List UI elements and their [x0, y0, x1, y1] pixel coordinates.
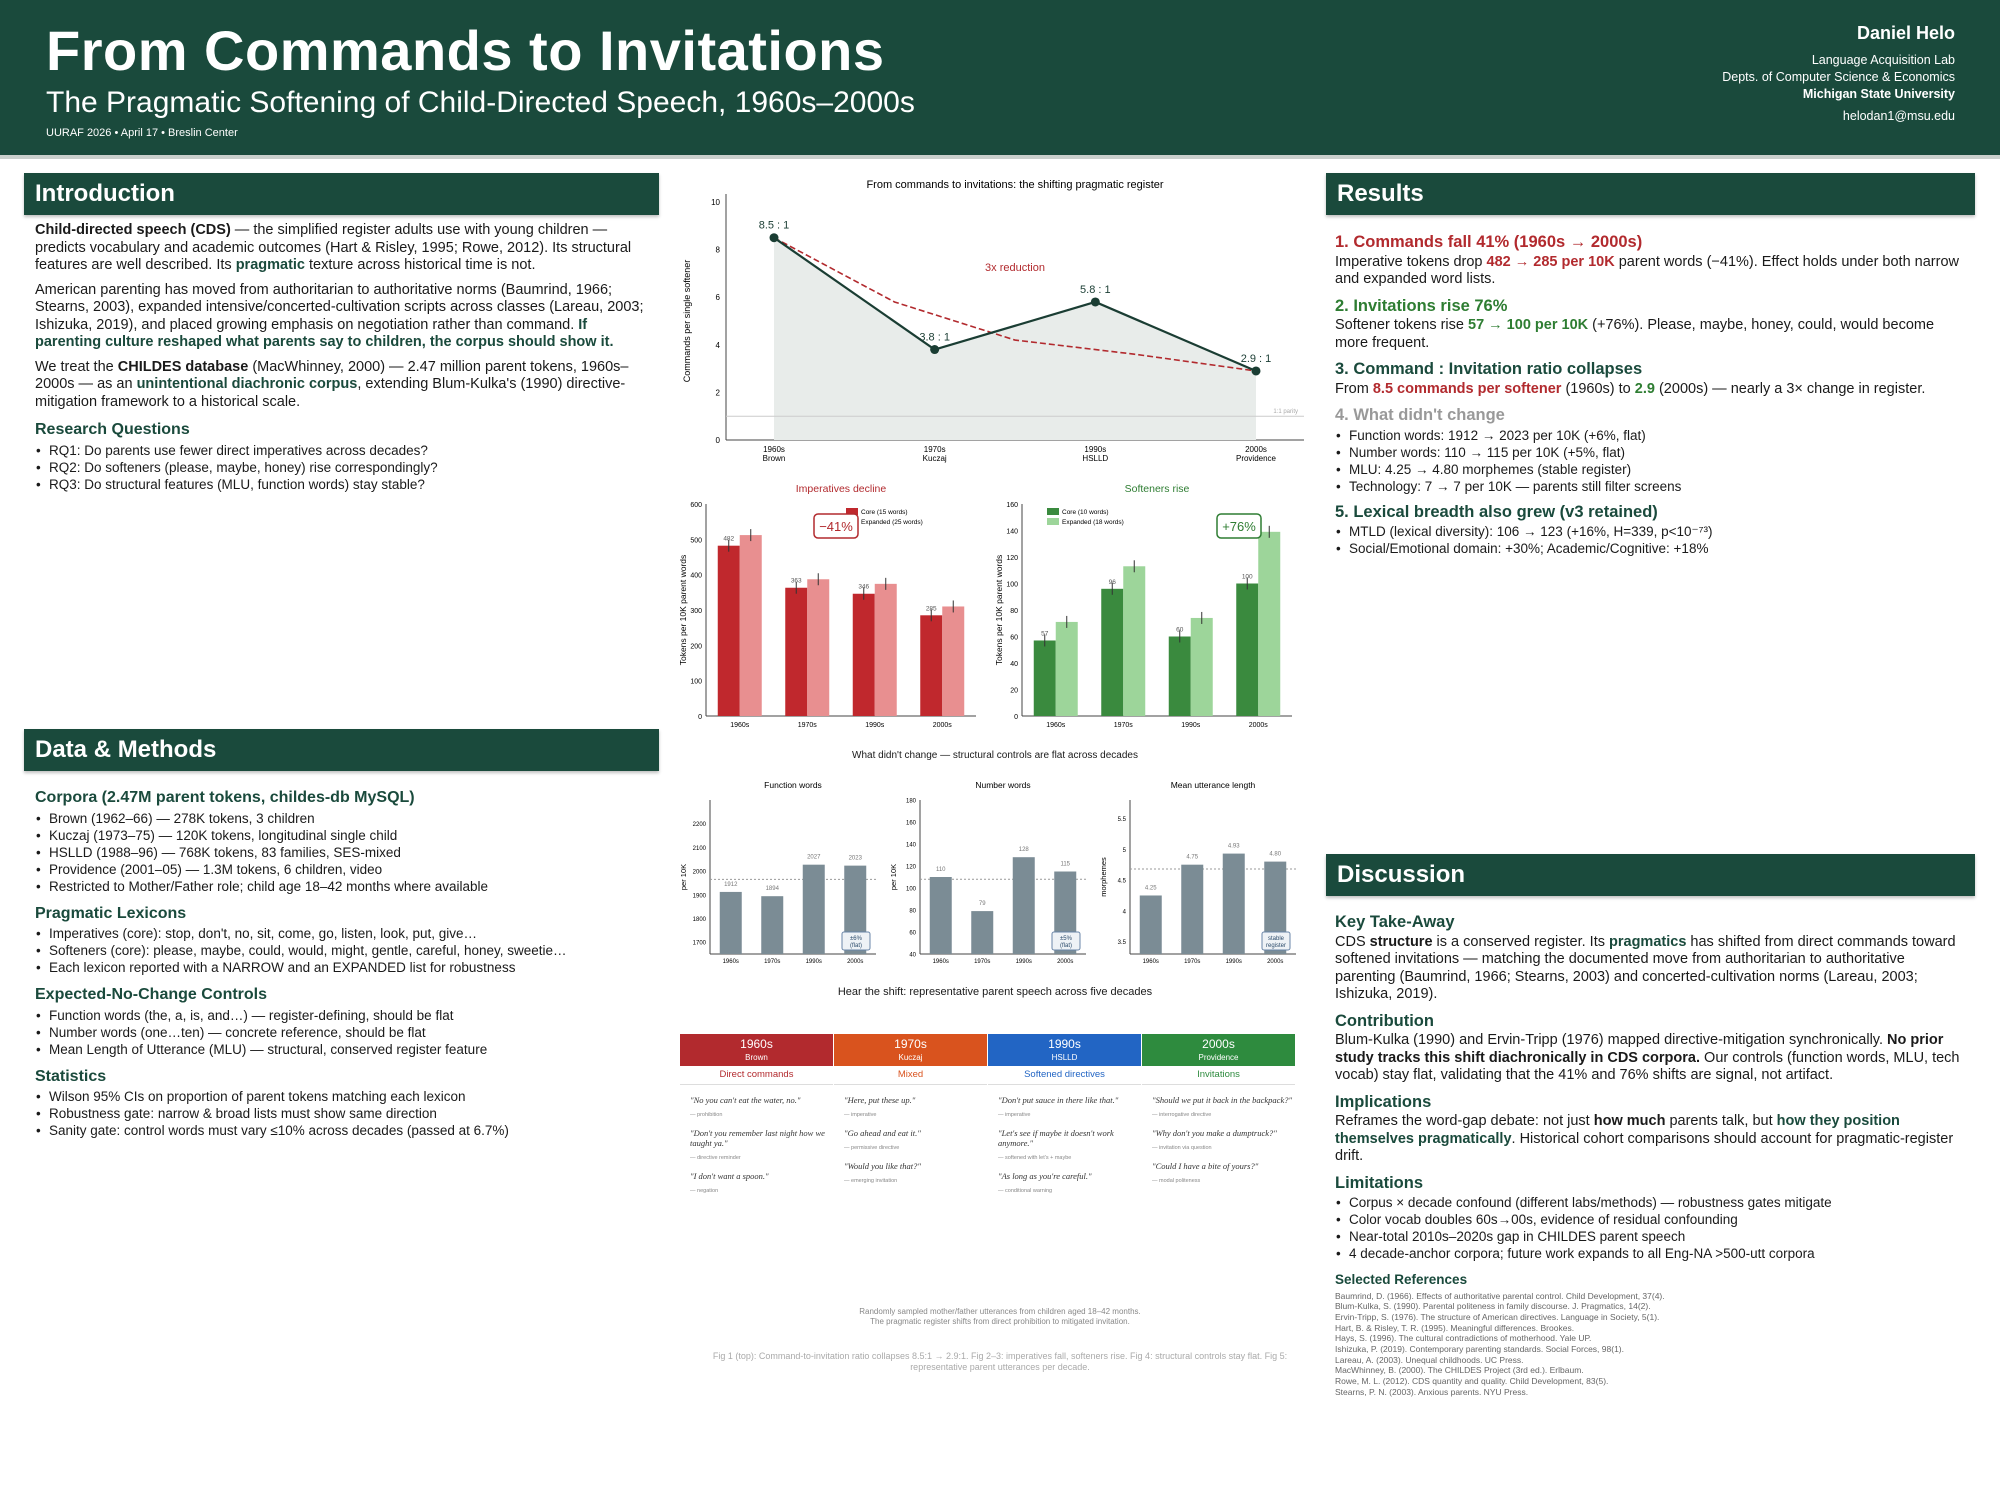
y-tick-label: 4 — [715, 340, 720, 350]
contribution-text: Blum-Kulka (1990) and Ervin-Tripp (1976) mapped directive-mitigation synchronically. No prior study tracks this shift diachronically in CDS corpora. Our controls (function words, MLU, tech vocab) stay flat, validating that the 41% and 76% shifts are signal, not artifact. — [1335, 1032, 1960, 1083]
list-item: • 4 decade-anchor corpora; future work expands to all Eng-NA >500-utt corpora — [1335, 1245, 1965, 1262]
quote-text: "Could I have a bite of yours?" — [1152, 1161, 1259, 1171]
decade-column-1990s — [988, 1034, 1141, 1194]
data-point — [770, 233, 779, 242]
x-tick-label: 2000s — [1245, 445, 1267, 454]
x-tick-sublabel: Brown — [762, 454, 786, 463]
y-tick-label: 40 — [1010, 661, 1018, 668]
lab-name: Language Acquisition Lab — [1811, 53, 1955, 67]
decade-column-1960s — [680, 1034, 833, 1194]
y-tick-label: 1900 — [692, 893, 706, 900]
methods-body — [35, 781, 650, 1139]
results-body — [1335, 225, 1965, 557]
y-tick-label: 10 — [711, 198, 720, 207]
research-questions-heading: Research Questions — [35, 421, 190, 438]
quotes-title: Hear the shift: representative parent speech across five decades — [837, 986, 1153, 998]
quote-tag: — conditional warning — [998, 1188, 1053, 1194]
quote-text: "Don't put sauce in there like that." — [998, 1095, 1119, 1105]
y-tick-label: 2000 — [692, 869, 706, 876]
x-tick-label: 1960s — [1046, 722, 1066, 729]
quote-text: "No you can't eat the water, no." — [690, 1095, 801, 1105]
bar-value-label: 482 — [723, 535, 735, 543]
bar — [803, 865, 825, 954]
lexicons-heading: Pragmatic Lexicons — [35, 904, 187, 922]
reference-item: Ishizuka, P. (2019). Contemporary parenting standards. Social Forces, 98(1). — [1335, 1344, 1624, 1355]
bar — [785, 588, 807, 716]
bar — [1056, 622, 1078, 716]
quote-text: "Go ahead and eat it." — [844, 1128, 921, 1138]
y-tick-label: 300 — [690, 608, 702, 615]
x-tick-label: 2000s — [1267, 959, 1284, 965]
x-tick-label: 1970s — [1184, 959, 1201, 965]
quote-tag: — emerging invitation — [844, 1178, 898, 1184]
quote-tag: — imperative — [844, 1112, 877, 1118]
lexical-breadth-list — [1335, 523, 1965, 557]
change-badge-label: −41% — [819, 519, 853, 534]
mlu-chart — [1096, 776, 1314, 966]
register-type: Direct commands — [680, 1069, 833, 1085]
function-words-chart — [676, 776, 888, 966]
bar-value-label: 2027 — [807, 854, 821, 861]
list-item: • Brown (1962–66) — 278K tokens, 3 children — [35, 810, 650, 827]
trend-annotation: 3x reduction — [985, 262, 1045, 275]
legend-label: Core (15 words) — [861, 509, 908, 516]
quote-text: "As long as you're careful." — [998, 1171, 1092, 1181]
bar — [761, 896, 783, 954]
legend-label: Core (10 words) — [1062, 509, 1109, 516]
y-tick-label: 5 — [1122, 847, 1126, 854]
x-tick-label: 1970s — [923, 445, 946, 454]
reference-item: Hays, S. (1996). The cultural contradictions of motherhood. Yale UP. — [1335, 1333, 1592, 1344]
bar — [740, 535, 762, 716]
y-tick-label: 120 — [905, 864, 916, 871]
y-tick-label: 40 — [909, 952, 916, 959]
y-tick-label: 2 — [715, 388, 720, 398]
list-item: • Function words: 1912 → 2023 per 10K (+6%, flat) — [1335, 427, 1965, 444]
bar — [942, 606, 964, 716]
flat-badge-label: (flat) — [1060, 943, 1072, 949]
result-heading: 2. Invitations rise 76% — [1335, 296, 1508, 315]
result-heading: 5. Lexical breadth also grew (v3 retained) — [1335, 502, 1658, 521]
figure-caption: Fig 1 (top): Command-to-invitation ratio collapses 8.5:1 → 2.9:1. Fig 2–3: imperatives fall, softeners rise. Fig 4: structural controls stay flat. Fig 5: representative parent utterances per decade. — [712, 1351, 1288, 1372]
list-item: • Softeners (core): please, maybe, could, would, might, gentle, careful, honey, sweetie… — [35, 942, 650, 959]
chart-title: From commands to invitations: the shifting pragmatic register — [866, 179, 1164, 191]
implications-text: Reframes the word-gap debate: not just how much parents talk, but how they position themselves pragmatically. Historical cohort comparisons should account for pragmatic-register drift. — [1335, 1113, 1954, 1164]
flat-badge-label: ±5% — [1060, 936, 1072, 942]
y-tick-label: 60 — [1010, 634, 1018, 642]
list-item: • Corpus × decade confound (different labs/methods) — robustness gates mitigate — [1335, 1194, 1965, 1211]
y-tick-label: 600 — [690, 502, 702, 509]
y-tick-label: 0 — [715, 436, 720, 445]
introduction-body — [35, 222, 650, 493]
y-tick-label: 160 — [1006, 502, 1018, 509]
bar — [1034, 640, 1056, 716]
bar-value-label: 128 — [1018, 847, 1029, 854]
y-axis-label: per 10K — [679, 863, 688, 891]
bar-value-label: 57 — [1041, 630, 1049, 638]
statistics-list — [35, 1088, 650, 1139]
data-label: 8.5 : 1 — [758, 219, 790, 232]
bar-value-label: 2023 — [848, 855, 862, 862]
y-tick-label: 200 — [690, 643, 702, 651]
data-point — [1252, 366, 1261, 375]
unchanged-list — [1335, 427, 1965, 495]
author-name: Daniel Helo — [1856, 23, 1955, 43]
decade-column-2000s — [1142, 1034, 1295, 1184]
register-type: Softened directives — [988, 1069, 1141, 1085]
result-text: From 8.5 commands per softener (1960s) to 2.9 (2000s) — nearly a 3× change in register. — [1335, 380, 1926, 397]
list-item: • Sanity gate: control words must vary ≤10% across decades (passed at 6.7%) — [35, 1122, 650, 1139]
reference-item: Lareau, A. (2003). Unequal childhoods. UC Press. — [1335, 1354, 1524, 1365]
references-list — [1335, 1291, 1965, 1398]
bar-value-label: 285 — [925, 605, 937, 613]
x-tick-sublabel: Kuczaj — [922, 454, 947, 463]
intro-paragraph: We treat the CHILDES database (MacWhinney, 2000) — 2.47 million parent tokens, 1960s–2000s — as an unintentional diachronic corpus, extending Blum-Kulka's (1990) directive-mitigation framework to a historical scale. — [35, 358, 629, 410]
takeaway-heading: Key Take-Away — [1335, 913, 1455, 931]
list-item: • Function words (the, a, is, and…) — register-defining, should be flat — [35, 1007, 650, 1024]
y-axis-label: morphemes — [1099, 857, 1108, 897]
bar — [807, 579, 829, 716]
bar-value-label: 79 — [978, 901, 986, 908]
data-label: 2.9 : 1 — [1240, 352, 1272, 365]
reference-item: Baumrind, D. (1966). Effects of authoritative parental control. Child Development, 37(4). — [1335, 1290, 1665, 1301]
x-tick-label: 1960s — [763, 445, 785, 454]
list-item: • MLU: 4.25 → 4.80 morphemes (stable register) — [1335, 461, 1965, 478]
corpora-heading: Corpora (2.47M parent tokens, childes-db MySQL) — [35, 789, 415, 806]
y-tick-label: 100 — [905, 886, 916, 893]
bar — [1191, 618, 1213, 716]
quote-tag: — imperative — [998, 1112, 1031, 1118]
y-tick-label: 5.5 — [1117, 816, 1126, 823]
bar — [1223, 854, 1245, 954]
bar — [971, 911, 993, 954]
bar-value-label: 4.25 — [1144, 885, 1157, 892]
x-tick-label: 1970s — [797, 722, 817, 729]
bar-value-label: 100 — [1241, 573, 1253, 581]
y-tick-label: 0 — [698, 714, 702, 721]
quote-tag: — permissive directive — [844, 1145, 900, 1151]
quote-text: "Should we put it back in the backpack?" — [1152, 1095, 1293, 1105]
bar — [1140, 895, 1162, 954]
x-tick-label: 1970s — [764, 959, 781, 965]
y-tick-label: 6 — [715, 293, 720, 303]
bar-value-label: 110 — [935, 867, 946, 873]
limitations-list — [1335, 1194, 1965, 1262]
intro-paragraph: American parenting has moved from authoritarian to authoritative norms (Baumrind, 1966; Stearns, 2003), expanded intensive/concerted-cultivation scripts across classes (Lareau, 2003; Ishizuka, 2019), and placed growing emphasis on negotiation rather than command. If parenting culture reshaped what parents say to children, the corpus should show it. — [35, 281, 644, 350]
x-tick-label: 1990s — [1225, 959, 1242, 965]
chart-title: Softeners rise — [1124, 483, 1190, 495]
bar — [1123, 566, 1145, 716]
legend-label: Expanded (25 words) — [861, 519, 923, 526]
list-item: • Social/Emotional domain: +30%; Academic/Cognitive: +18% — [1335, 540, 1965, 557]
x-tick-label: 1960s — [1142, 959, 1159, 965]
reference-item: Hart, B. & Risley, T. R. (1995). Meaningful differences. Brookes. — [1335, 1322, 1575, 1333]
quote-tag: — softened with let's + maybe — [998, 1155, 1072, 1161]
x-tick-label: 1960s — [722, 959, 739, 965]
bar — [875, 584, 897, 716]
imperatives-bar-chart — [676, 480, 982, 732]
quote-text: "Here, put these up." — [844, 1095, 916, 1105]
bar — [718, 546, 740, 716]
quote-text: "Would you like that?" — [844, 1161, 921, 1171]
legend-swatch — [1047, 508, 1059, 515]
y-tick-label: 20 — [1010, 687, 1018, 695]
decade-column-1970s — [834, 1034, 987, 1184]
y-tick-label: 160 — [905, 820, 916, 827]
quote-tag: — negation — [690, 1188, 719, 1194]
flat-badge-label: (flat) — [850, 943, 862, 949]
reference-item: Rowe, M. L. (2012). CDS quantity and quality. Child Development, 83(5). — [1335, 1376, 1609, 1387]
register-type: Mixed — [834, 1069, 987, 1085]
legend-label: Expanded (18 words) — [1062, 519, 1124, 526]
bar — [920, 615, 942, 716]
quote-tag: — interrogative directive — [1152, 1112, 1212, 1118]
y-tick-label: 3.5 — [1117, 940, 1126, 947]
section-heading-discussion: Discussion — [1326, 854, 1975, 896]
bar — [1258, 532, 1280, 716]
quote-text: "Don't you remember last night how we taught ya." — [690, 1128, 825, 1148]
research-questions-list — [35, 442, 650, 493]
discussion-body — [1335, 905, 1965, 1398]
list-item: • RQ1: Do parents use fewer direct imperatives across decades? — [35, 442, 650, 459]
result-heading: 3. Command : Invitation ratio collapses — [1335, 360, 1643, 378]
data-point — [1091, 297, 1100, 306]
flat-badge-label: register — [1265, 943, 1287, 949]
x-tick-sublabel: Providence — [1235, 454, 1277, 463]
decade-band: 1960s Brown — [680, 1034, 833, 1066]
quote-text: "Let's see if maybe it doesn't work anymore." — [998, 1128, 1114, 1148]
x-tick-label: 1960s — [932, 959, 949, 965]
list-item: • Mean Length of Utterance (MLU) — structural, conserved register feature — [35, 1041, 650, 1058]
chart-title: Imperatives decline — [795, 483, 887, 495]
y-axis-label: per 10K — [889, 863, 898, 891]
controls-list — [35, 1007, 650, 1058]
x-tick-label: 2000s — [1248, 722, 1268, 729]
y-axis-label: Tokens per 10K parent words — [678, 554, 688, 666]
y-tick-label: 120 — [1006, 555, 1018, 562]
decade-band: 2000s Providence — [1142, 1034, 1295, 1066]
event-meta: UURAF 2026 • April 17 • Breslin Center — [46, 127, 238, 139]
x-tick-label: 2000s — [847, 959, 864, 965]
legend-swatch — [1047, 518, 1059, 525]
x-tick-label: 2000s — [932, 722, 952, 729]
y-tick-label: 1700 — [692, 940, 706, 947]
list-item: • Color vocab doubles 60s→00s, evidence of residual confounding — [1335, 1211, 1965, 1228]
y-tick-label: 100 — [690, 678, 702, 686]
list-item: • Number words: 110 → 115 per 10K (+5%, flat) — [1335, 444, 1965, 461]
y-tick-label: 140 — [905, 842, 916, 849]
x-tick-label: 1990s — [1084, 445, 1107, 454]
x-tick-sublabel: HSLLD — [1082, 454, 1109, 463]
poster-subtitle: The Pragmatic Softening of Child-Directed Speech, 1960s–2000s — [46, 86, 915, 119]
list-item: • Each lexicon reported with a NARROW and an EXPANDED list for robustness — [35, 959, 650, 976]
list-item: • Near-total 2010s–2020s gap in CHILDES parent speech — [1335, 1228, 1965, 1245]
takeaway-text: CDS structure is a conserved register. Its pragmatics has shifted from direct commands toward softened invitations — matching the documented move from authoritarian to authoritative parenting (Baumrind, 1966; Stearns, 2003) and concerted-cultivation norms (Lareau, 2003; Ishizuka, 2019). — [1335, 933, 1956, 1002]
list-item: • Wilson 95% CIs on proportion of parent tokens matching each lexicon — [35, 1088, 650, 1105]
x-tick-label: 1990s — [1015, 959, 1032, 965]
poster-title: From Commands to Invitations — [46, 19, 885, 82]
y-tick-label: 4.5 — [1117, 878, 1126, 885]
bar-value-label: 1912 — [724, 881, 738, 888]
data-point — [930, 345, 939, 354]
chart-title: Mean utterance length — [1170, 780, 1256, 790]
references-heading: Selected References — [1335, 1272, 1468, 1287]
reference-item: Blum-Kulka, S. (1990). Parental politeness in family discourse. J. Pragmatics, 14(2). — [1335, 1301, 1651, 1312]
bar-value-label: 4.93 — [1227, 843, 1240, 850]
section-heading-introduction: Introduction — [24, 173, 659, 215]
university: Michigan State University — [1802, 87, 1955, 101]
bar-value-label: 115 — [1060, 861, 1071, 868]
quotes-note: Randomly sampled mother/father utterances from children aged 18–42 months. The pragmatic register shifts from direct prohibition to mitigated invitation. — [859, 1307, 1141, 1326]
ratio-line-chart — [676, 172, 1314, 468]
list-item: • MTLD (lexical diversity): 106 → 123 (+16%, H=339, p<10⁻⁷³) — [1335, 523, 1965, 540]
register-type: Invitations — [1142, 1069, 1295, 1085]
decade-band: 1990s HSLLD — [988, 1034, 1141, 1066]
list-item: • Robustness gate: narrow & broad lists must show same direction — [35, 1105, 650, 1122]
corpora-list — [35, 810, 650, 895]
lexicons-list — [35, 925, 650, 976]
x-tick-label: 1960s — [730, 722, 750, 729]
limitations-heading: Limitations — [1335, 1173, 1424, 1192]
bar — [720, 892, 742, 954]
parity-label: 1:1 parity — [1273, 409, 1298, 416]
poster-header — [0, 0, 2000, 159]
chart-title: Function words — [764, 780, 822, 790]
list-item: • HSLLD (1988–96) — 768K tokens, 83 families, SES-mixed — [35, 844, 650, 861]
result-heading: 1. Commands fall 41% (1960s → 2000s) — [1335, 233, 1643, 251]
list-item: • Imperatives (core): stop, don't, no, sit, come, go, listen, look, put, give… — [35, 925, 650, 942]
bar — [1169, 637, 1191, 717]
x-tick-label: 2000s — [1057, 959, 1074, 965]
reference-item: Stearns, P. N. (2003). Anxious parents. NYU Press. — [1335, 1386, 1529, 1397]
intro-paragraph: Child-directed speech (CDS) — the simplified register adults use with young children — predicts vocabulary and academic outcomes (Hart & Risley, 1995; Rowe, 2012). Its structural features are well described. Its pragmatic texture across historical time is not. — [35, 222, 632, 273]
section-heading-results: Results — [1326, 173, 1975, 215]
bar — [853, 594, 875, 716]
quote-tag: — invitation via question — [1152, 1145, 1212, 1151]
y-tick-label: 80 — [1010, 608, 1018, 615]
decade-band: 1970s Kuczaj — [834, 1034, 987, 1066]
x-tick-label: 1990s — [805, 959, 822, 965]
flat-badge-label: stable — [1267, 936, 1285, 942]
x-tick-label: 1970s — [1113, 722, 1133, 729]
bar-value-label: 4.75 — [1186, 854, 1199, 861]
y-tick-label: 8 — [715, 245, 720, 255]
list-item: • RQ3: Do structural features (MLU, function words) stay stable? — [35, 476, 650, 493]
bar-value-label: 4.80 — [1269, 851, 1282, 858]
bar — [1181, 865, 1203, 954]
y-tick-label: 4 — [1122, 909, 1126, 916]
bar — [930, 877, 952, 954]
section-heading-data-methods: Data & Methods — [24, 729, 659, 771]
reference-item: MacWhinney, B. (2000). The CHILDES Project (3rd ed.). Erlbaum. — [1335, 1365, 1584, 1376]
x-tick-label: 1990s — [865, 722, 885, 729]
y-tick-label: 1800 — [692, 916, 706, 923]
x-tick-label: 1970s — [974, 959, 991, 965]
x-tick-label: 1990s — [1181, 722, 1201, 729]
implications-heading: Implications — [1335, 1092, 1432, 1111]
change-badge-label: +76% — [1222, 519, 1256, 534]
bar-value-label: 1894 — [765, 886, 779, 893]
reference-item: Ervin-Tripp, S. (1976). The structure of American directives. Language in Society, 5(1). — [1335, 1311, 1660, 1322]
chart-title: Number words — [975, 780, 1031, 790]
quote-tag: — directive reminder — [690, 1155, 741, 1161]
y-tick-label: 2200 — [692, 822, 706, 829]
y-tick-label: 500 — [690, 537, 702, 545]
contribution-heading: Contribution — [1335, 1011, 1434, 1030]
y-tick-label: 0 — [1014, 714, 1018, 721]
bar-value-label: 363 — [790, 577, 802, 585]
bar — [1013, 857, 1035, 954]
y-tick-label: 80 — [909, 908, 916, 915]
list-item: • Providence (2001–05) — 1.3M tokens, 6 children, video — [35, 861, 650, 878]
result-heading: 4. What didn't change — [1335, 406, 1505, 424]
y-axis-label: Tokens per 10K parent words — [994, 554, 1004, 666]
controls-heading: Expected-No-Change Controls — [35, 986, 268, 1003]
number-words-chart — [886, 776, 1098, 966]
data-label: 5.8 : 1 — [1080, 283, 1111, 296]
list-item: • Restricted to Mother/Father role; child age 18–42 months where available — [35, 878, 650, 895]
bar — [1101, 589, 1123, 716]
y-tick-label: 140 — [1006, 528, 1018, 536]
quote-tag: — prohibition — [690, 1112, 723, 1118]
flat-badge-label: ±6% — [850, 936, 862, 942]
result-text: Softener tokens rise 57 → 100 per 10K (+76%). Please, maybe, honey, could, would become more frequent. — [1335, 317, 1935, 351]
bar-value-label: 60 — [1176, 626, 1184, 634]
list-item: • Kuczaj (1973–75) — 120K tokens, longitudinal single child — [35, 827, 650, 844]
controls-group-title: What didn't change — structural controls are flat across decades — [852, 750, 1138, 761]
softeners-bar-chart — [992, 480, 1298, 732]
list-item: • Number words (one…ten) — concrete reference, should be flat — [35, 1024, 650, 1041]
bar — [1236, 584, 1258, 717]
quote-text: "I don't want a spoon." — [690, 1171, 769, 1181]
y-axis-label: Commands per single softener — [682, 259, 692, 383]
y-tick-label: 100 — [1006, 581, 1018, 589]
y-tick-label: 60 — [909, 930, 916, 937]
list-item: • Technology: 7 → 7 per 10K — parents still filter screens — [1335, 478, 1965, 495]
quote-text: "Why don't you make a dumptruck?" — [1152, 1128, 1277, 1138]
department: Depts. of Computer Science & Economics — [1722, 70, 1955, 84]
list-item: • RQ2: Do softeners (please, maybe, honey) rise correspondingly? — [35, 459, 650, 476]
result-text: Imperative tokens drop 482 → 285 per 10K parent words (−41%). Effect holds under both narrow and expanded word lists. — [1335, 253, 1960, 287]
statistics-heading: Statistics — [35, 1067, 107, 1085]
quote-tag: — modal politeness — [1152, 1178, 1201, 1184]
data-label: 3.8 : 1 — [919, 331, 950, 344]
y-tick-label: 2100 — [692, 845, 706, 852]
author-block — [1722, 22, 1955, 125]
bar-value-label: 96 — [1108, 578, 1116, 586]
y-tick-label: 400 — [690, 572, 702, 580]
y-tick-label: 180 — [905, 798, 916, 805]
bar-value-label: 346 — [858, 583, 870, 591]
author-email[interactable]: helodan1@msu.edu — [1842, 109, 1955, 123]
